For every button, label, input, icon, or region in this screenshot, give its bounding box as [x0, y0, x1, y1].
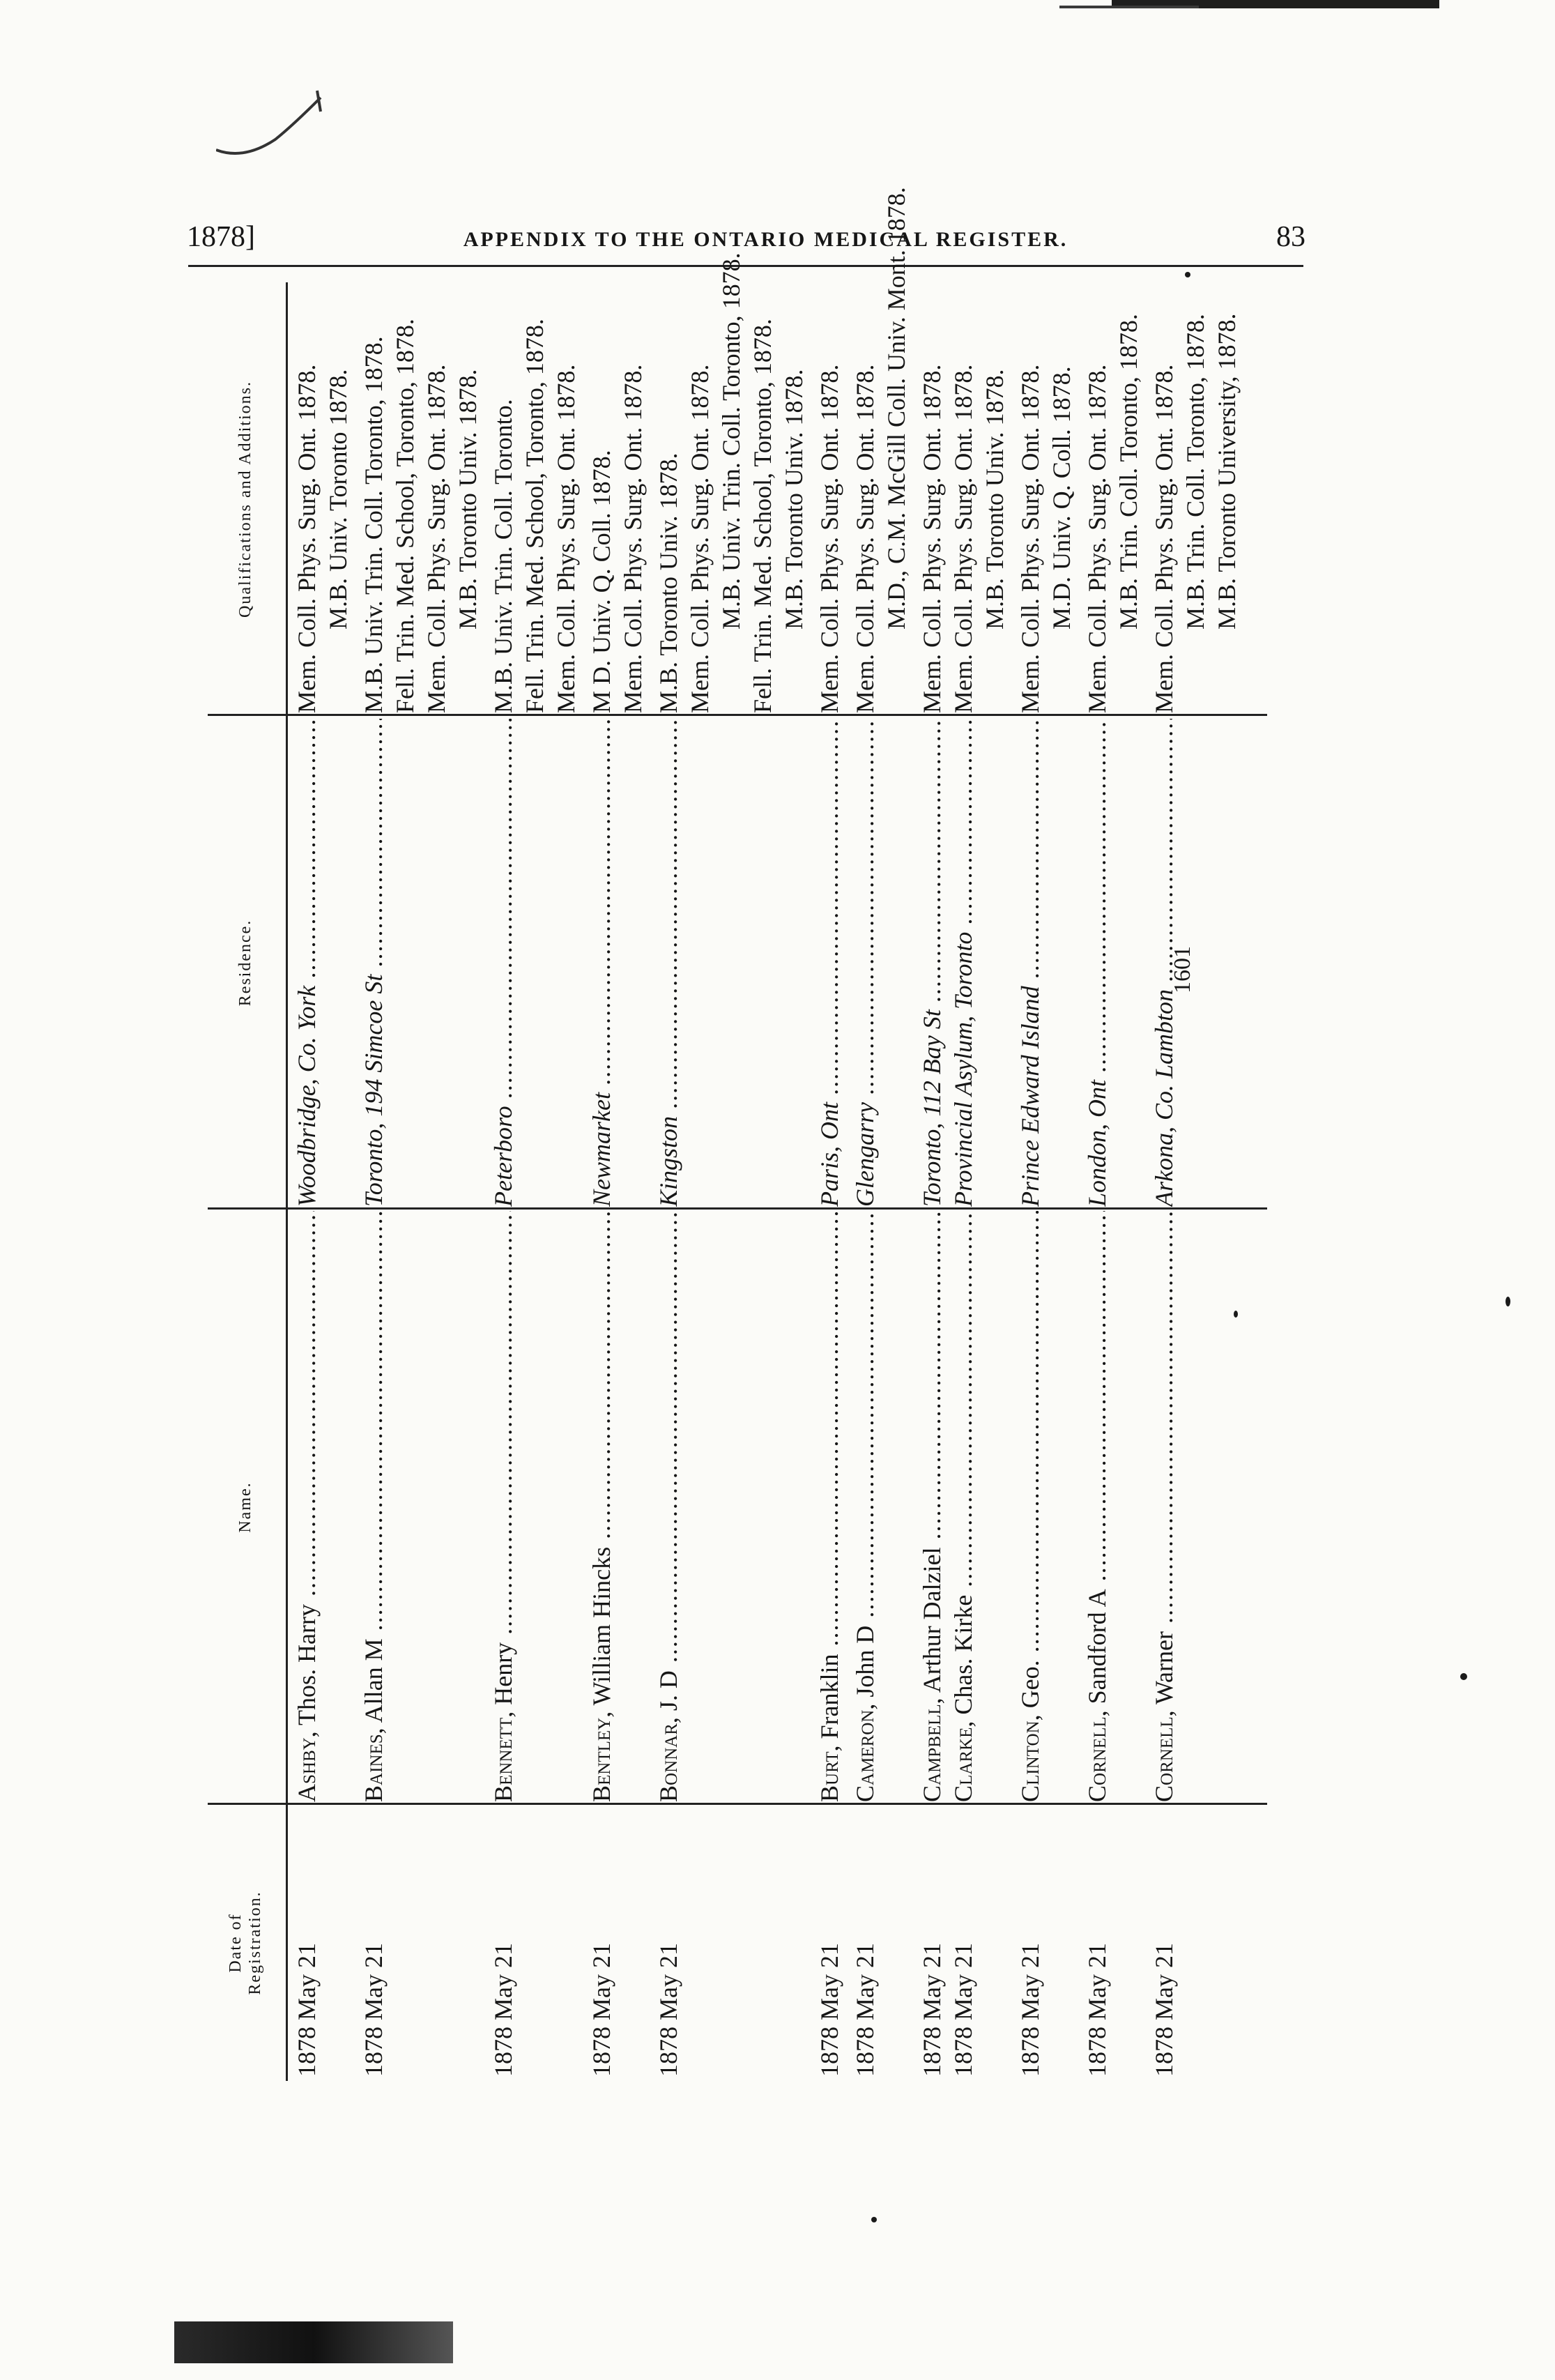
qualifications — [814, 0, 845, 713]
residence-text: Prince Edward Island ..... — [1016, 719, 1044, 1207]
surname: Campbell, — [918, 1698, 946, 1802]
given-names: Henry ..... — [489, 1211, 517, 1711]
registration-date: 1878 May 21 — [654, 1943, 682, 2077]
table-row — [948, 282, 1015, 2081]
registrant-name — [1015, 1211, 1046, 1802]
table-row — [1149, 282, 1247, 2081]
qualifications — [488, 0, 582, 713]
page-number: 83 — [1276, 221, 1305, 253]
qualification-line: M.B. Toronto University, 1878. — [1213, 313, 1241, 630]
col-header-date — [208, 1805, 284, 2081]
qualifications — [917, 0, 948, 713]
qualification-line: Fell. Trin. Med. School, Toronto, 1878. — [521, 319, 549, 713]
given-names: Allan M ..... — [360, 1211, 388, 1727]
col-header-date-line1: Date of — [227, 1913, 245, 1973]
residence-text: Newmarket ..... — [588, 719, 615, 1207]
table-row — [291, 282, 358, 2081]
surname: Bennett, — [489, 1711, 517, 1802]
qualification-line: M.B. Univ. Toronto 1878. — [324, 369, 352, 630]
qualification-line: Fell. Trin. Med. School, Toronto, 1878. — [391, 319, 419, 713]
surname: Burt, — [815, 1745, 843, 1802]
registrant-name — [948, 1211, 979, 1802]
table-row — [586, 282, 653, 2081]
registrant-name — [850, 1211, 881, 1802]
qualification-line: M.B. Trin. Coll. Toronto, 1878. — [1114, 314, 1142, 630]
residence-text: London, Ont ..... — [1083, 719, 1111, 1207]
given-names: Warner ..... — [1150, 1211, 1178, 1710]
qualification-line: M.D., C.M. McGill Coll. Univ. Mont. 1878. — [882, 187, 910, 630]
qualification-line: Mem. Coll. Phys. Surg. Ont. 1878. — [918, 364, 946, 713]
ink-speck — [1506, 1297, 1510, 1306]
table-row — [850, 187, 917, 2081]
qualification-line: M.B. Trin. Coll. Toronto, 1878. — [1181, 314, 1209, 630]
qualification-line: Mem. Coll. Phys. Surg. Ont. 1878. — [422, 364, 450, 713]
given-names: Sandford A ..... — [1083, 1211, 1111, 1710]
qualification-line: Mem. Coll. Phys. Surg. Ont. 1878. — [949, 364, 977, 713]
residence — [814, 719, 845, 1207]
qualifications — [1149, 0, 1243, 713]
qualification-line: M.D. Univ. Q. Coll. 1878. — [1048, 366, 1075, 630]
residence — [948, 719, 979, 1207]
footer-number: 1601 — [1170, 946, 1195, 993]
col-header-residence — [208, 716, 284, 1210]
given-names: J. D ..... — [654, 1211, 682, 1717]
given-names: Thos. Harry ..... — [293, 1211, 321, 1731]
registration-date: 1878 May 21 — [1150, 1943, 1178, 2077]
residence — [586, 719, 618, 1207]
col-header-residence-label: Residence. — [236, 919, 255, 1007]
given-names: Chas. Kirke ..... — [949, 1211, 977, 1721]
registrant-name — [653, 1211, 684, 1802]
registration-date: 1878 May 21 — [293, 1943, 321, 2077]
qualification-line: Mem. Coll. Phys. Surg. Ont. 1878. — [1016, 364, 1044, 713]
qualification-line: Mem. Coll. Phys. Surg. Ont. 1878. — [851, 364, 879, 713]
registration-date: 1878 May 21 — [1016, 1943, 1044, 2077]
given-names: Franklin ..... — [815, 1211, 843, 1745]
registrant-name — [358, 1211, 390, 1802]
qualification-line: M.B. Toronto Univ. 1878. — [654, 452, 682, 713]
table-row — [814, 282, 850, 2081]
residence-text: Kingston ..... — [654, 719, 682, 1207]
residence — [358, 719, 390, 1207]
qualification-line: Fell. Trin. Med. School, Toronto, 1878. — [749, 319, 776, 713]
table-row — [653, 252, 814, 2081]
registrant-name — [488, 1211, 519, 1802]
registrant-name — [1082, 1211, 1113, 1802]
surname: Cornell, — [1150, 1710, 1178, 1802]
table-row — [358, 282, 488, 2081]
page-title: APPENDIX TO THE ONTARIO MEDICAL REGISTER. — [463, 228, 1068, 251]
qualification-line: M.B. Univ. Trin. Coll. Toronto, 1878. — [717, 252, 745, 630]
surname: Cornell, — [1083, 1710, 1111, 1802]
residence-text: Toronto, 194 Simcoe St ..... — [360, 719, 388, 1207]
qualification-line: M.B. Univ. Trin. Coll. Toronto. — [489, 399, 517, 713]
given-names: Arthur Dalziel ..... — [918, 1211, 946, 1698]
residence — [850, 719, 881, 1207]
registrant-name — [917, 1211, 948, 1802]
table-row — [1015, 282, 1082, 2081]
residence-text: Woodbridge, Co. York ..... — [293, 719, 321, 1207]
given-names: Geo. ..... — [1016, 1211, 1044, 1714]
qualification-line: M.B. Toronto Univ. 1878. — [780, 369, 808, 630]
registration-date: 1878 May 21 — [851, 1943, 879, 2077]
qualifications — [291, 0, 354, 713]
qualification-line: M.B. Univ. Trin. Coll. Toronto, 1878. — [360, 336, 388, 713]
surname: Bentley, — [588, 1711, 615, 1802]
registrant-name — [586, 1211, 618, 1802]
surname: Baines, — [360, 1727, 388, 1802]
registration-date: 1878 May 21 — [588, 1943, 615, 2077]
col-header-date-line2: Registration. — [246, 1891, 264, 1995]
qualification-line: M.B. Toronto Univ. 1878. — [454, 369, 482, 630]
surname: Ashby, — [293, 1731, 321, 1802]
given-names: William Hincks ..... — [588, 1211, 615, 1711]
table-row — [488, 282, 586, 2081]
ink-speck — [1460, 1673, 1467, 1680]
residence — [1082, 719, 1113, 1207]
col-header-qualifications — [208, 282, 284, 716]
ink-speck — [871, 2217, 877, 2222]
given-names: John D ..... — [851, 1211, 879, 1704]
surname: Clarke, — [949, 1721, 977, 1802]
residence-text: Paris, Ont ..... — [815, 719, 843, 1207]
col-header-name-label: Name. — [236, 1481, 255, 1533]
residence-text: Glengarry ..... — [851, 719, 879, 1207]
qualifications — [358, 0, 484, 713]
residence-text: Toronto, 112 Bay St ..... — [918, 719, 946, 1207]
qualifications — [586, 0, 649, 713]
qualification-line: Mem. Coll. Phys. Surg. Ont. 1878. — [619, 364, 647, 713]
qualification-line: Mem. Coll. Phys. Surg. Ont. 1878. — [293, 364, 321, 713]
qualification-line: Mem. Coll. Phys. Surg. Ont. 1878. — [552, 364, 580, 713]
residence — [488, 719, 519, 1207]
registrant-name — [291, 1211, 323, 1802]
table-row — [917, 282, 948, 2081]
qualifications — [653, 0, 810, 713]
registration-date: 1878 May 21 — [949, 1943, 977, 2077]
qualifications — [850, 0, 912, 713]
residence — [917, 719, 948, 1207]
registration-date: 1878 May 21 — [489, 1943, 517, 2077]
registrant-name — [1149, 1211, 1180, 1802]
qualification-line: Mem. Coll. Phys. Surg. Ont. 1878. — [815, 364, 843, 713]
qualification-line: Mem. Coll. Phys. Surg. Ont. 1878. — [1083, 364, 1111, 713]
residence — [653, 719, 684, 1207]
registration-date: 1878 May 21 — [360, 1943, 388, 2077]
qualifications — [1015, 0, 1078, 713]
residence — [1015, 719, 1046, 1207]
scan-edge-mark — [174, 2321, 453, 2363]
registration-date: 1878 May 21 — [815, 1943, 843, 2077]
table-row — [1082, 282, 1149, 2081]
qualification-line: Mem. Coll. Phys. Surg. Ont. 1878. — [1150, 364, 1178, 713]
col-header-qualifications-label: Qualifications and Additions. — [236, 381, 255, 618]
residence — [291, 719, 323, 1207]
surname: Bonnar, — [654, 1717, 682, 1802]
surname: Cameron, — [851, 1703, 879, 1802]
registration-date: 1878 May 21 — [1083, 1943, 1111, 2077]
residence-text: Peterboro ..... — [489, 719, 517, 1207]
qualifications — [948, 0, 1011, 713]
registration-date: 1878 May 21 — [918, 1943, 946, 2077]
header-row-rule — [286, 282, 288, 2081]
qualifications — [1082, 0, 1144, 713]
qualification-line: M.B. Toronto Univ. 1878. — [981, 369, 1009, 630]
page-year: 1878] — [187, 221, 255, 253]
qualification-line: M D. Univ. Q. Coll. 1878. — [588, 450, 615, 713]
col-header-name — [208, 1210, 284, 1805]
residence-text: Provincial Asylum, Toronto ..... — [949, 719, 977, 1207]
qualification-line: Mem. Coll. Phys. Surg. Ont. 1878. — [686, 364, 714, 713]
registrant-name — [814, 1211, 845, 1802]
surname: Clinton, — [1016, 1714, 1044, 1802]
residence-text: Arkona, Co. Lambton ..... — [1150, 719, 1178, 1207]
